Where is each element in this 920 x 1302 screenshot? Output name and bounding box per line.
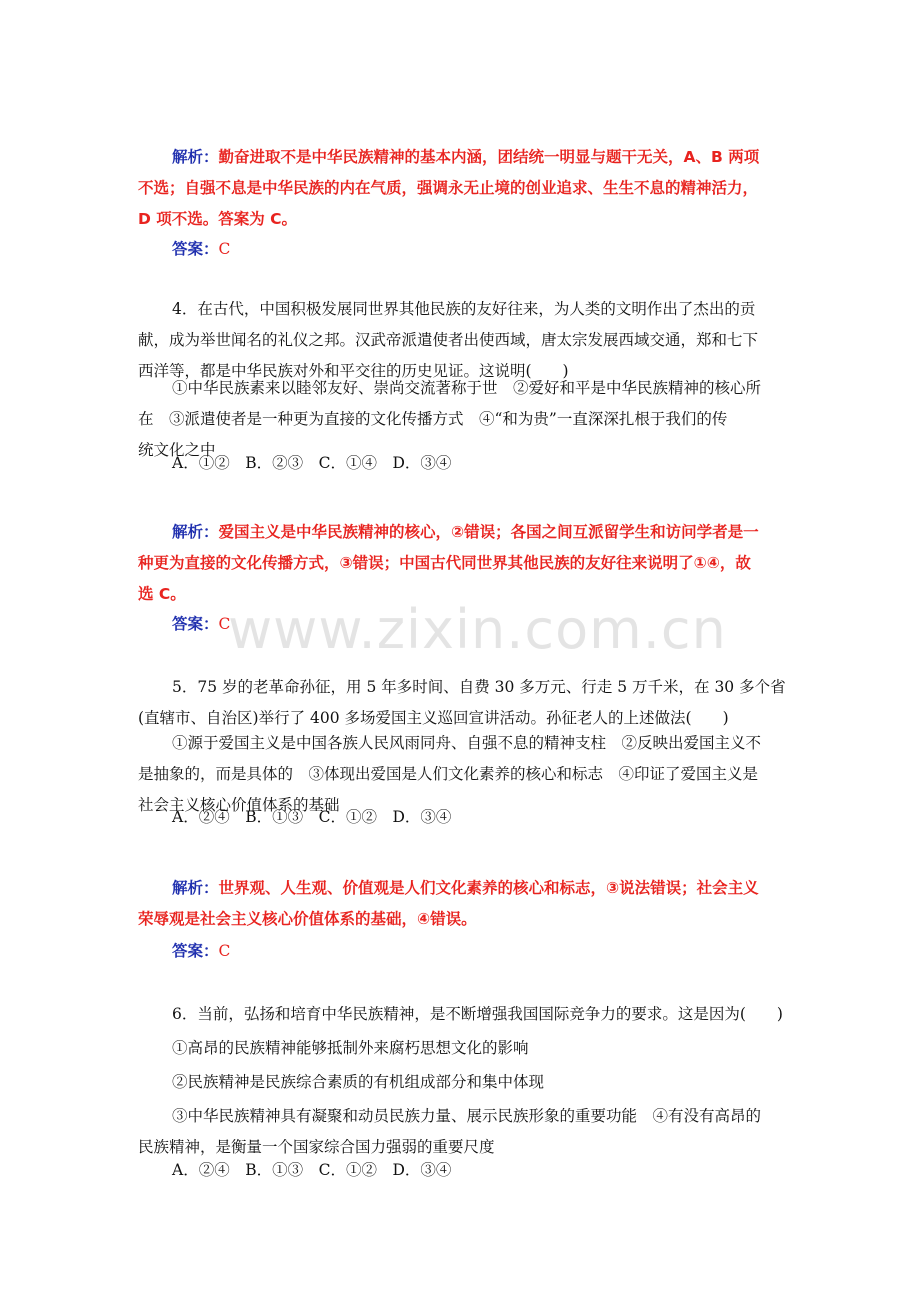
question-stem: 4．在古代，中国积极发展同世界其他民族的友好往来，为人类的文明作出了杰出的贡: [172, 300, 756, 318]
watermark: www.zixin.com.cn: [228, 598, 727, 661]
answer-label: 答案：: [172, 942, 219, 960]
analysis-text: 种更为直接的文化传播方式，③错误；中国古代同世界其他民族的友好往来说明了①④，故: [138, 554, 751, 572]
analysis-label: 解析：: [172, 879, 219, 897]
question-6-options: [138, 1101, 786, 1163]
analysis-text: 选 C。: [138, 585, 186, 603]
answer-value: C: [218, 942, 231, 960]
option-text: ①中华民族素来以睦邻友好、崇尚交流著称于世 ②爱好和平是中华民族精神的核心所: [172, 379, 762, 397]
analysis-text: 世界观、人生观、价值观是人们文化素养的核心和标志，③说法错误；社会主义: [218, 879, 759, 897]
answer-choices: A．②④ B．①③ C．①② D．③④: [172, 808, 452, 826]
question-stem: 6．当前，弘扬和培育中华民族精神，是不断增强我国国际竞争力的要求。这是因为( ): [172, 1005, 783, 1023]
option-text: 在 ③派遣使者是一种更为直接的文化传播方式 ④“和为贵”一直深深扎根于我们的传: [138, 410, 728, 428]
question-4-choices: [138, 448, 786, 479]
question-stem: (直辖市、自治区)举行了 400 多场爱国主义巡回宣讲活动。孙征老人的上述做法( ): [138, 709, 729, 727]
analysis-label: 解析：: [172, 523, 219, 541]
question-stem: 献，成为举世闻名的礼仪之邦。汉武帝派遣使者出使西域，唐太宗发展西域交通，郑和七下: [138, 331, 759, 349]
option-text: 社会主义核心价值体系的基础: [138, 796, 340, 814]
analysis-text: 荣辱观是社会主义核心价值体系的基础，④错误。: [138, 910, 477, 928]
option-text: ③中华民族精神具有凝聚和动员民族力量、展示民族形象的重要功能 ④有没有高昂的: [172, 1107, 762, 1125]
option-text: 统文化之中: [138, 441, 216, 459]
option-text: ②民族精神是民族综合素质的有机组成部分和集中体现: [172, 1073, 545, 1091]
analysis-text: 勤奋进取不是中华民族精神的基本内涵，团结统一明显与题干无关，A、B 两项: [218, 148, 760, 166]
question-6-options: [138, 1067, 786, 1098]
answer-block-5: [138, 936, 786, 967]
option-text: ①高昂的民族精神能够抵制外来腐朽思想文化的影响: [172, 1039, 529, 1057]
analysis-block-4: [138, 517, 786, 610]
answer-value: C: [218, 240, 231, 258]
analysis-label: 解析：: [172, 148, 219, 166]
answer-label: 答案：: [172, 240, 219, 258]
question-6-choices: [138, 1155, 786, 1186]
question-6-options: [138, 1033, 786, 1064]
analysis-block-3: [138, 142, 786, 235]
answer-value: C: [218, 615, 231, 633]
answer-choices: A．②④ B．①③ C．①② D．③④: [172, 1161, 452, 1179]
analysis-text: D 项不选。答案为 C。: [138, 210, 298, 228]
question-5-choices: [138, 802, 786, 833]
option-text: 民族精神，是衡量一个国家综合国力强弱的重要尺度: [138, 1138, 495, 1156]
question-5: [138, 672, 786, 734]
analysis-text: 不选；自强不息是中华民族的内在气质，强调永无止境的创业追求、生生不息的精神活力，: [138, 179, 759, 197]
question-6: [138, 999, 786, 1030]
answer-block-3: [138, 234, 786, 265]
question-stem: 5．75 岁的老革命孙征，用 5 年多时间、自费 30 多万元、行走 5 万千米，在 30 多个省: [172, 678, 786, 696]
option-text: ①源于爱国主义是中国各族人民风雨同舟、自强不息的精神支柱 ②反映出爱国主义不: [172, 734, 762, 752]
analysis-block-5: [138, 873, 786, 935]
option-text: 是抽象的，而是具体的 ③体现出爱国是人们文化素养的核心和标志 ④印证了爱国主义是: [138, 765, 759, 783]
analysis-text: 爱国主义是中华民族精神的核心，②错误；各国之间互派留学生和访问学者是一: [218, 523, 759, 541]
question-stem: 西洋等，都是中华民族对外和平交往的历史见证。这说明( ): [138, 362, 569, 380]
answer-choices: A．①② B．②③ C．①④ D．③④: [172, 454, 452, 472]
answer-label: 答案：: [172, 615, 219, 633]
